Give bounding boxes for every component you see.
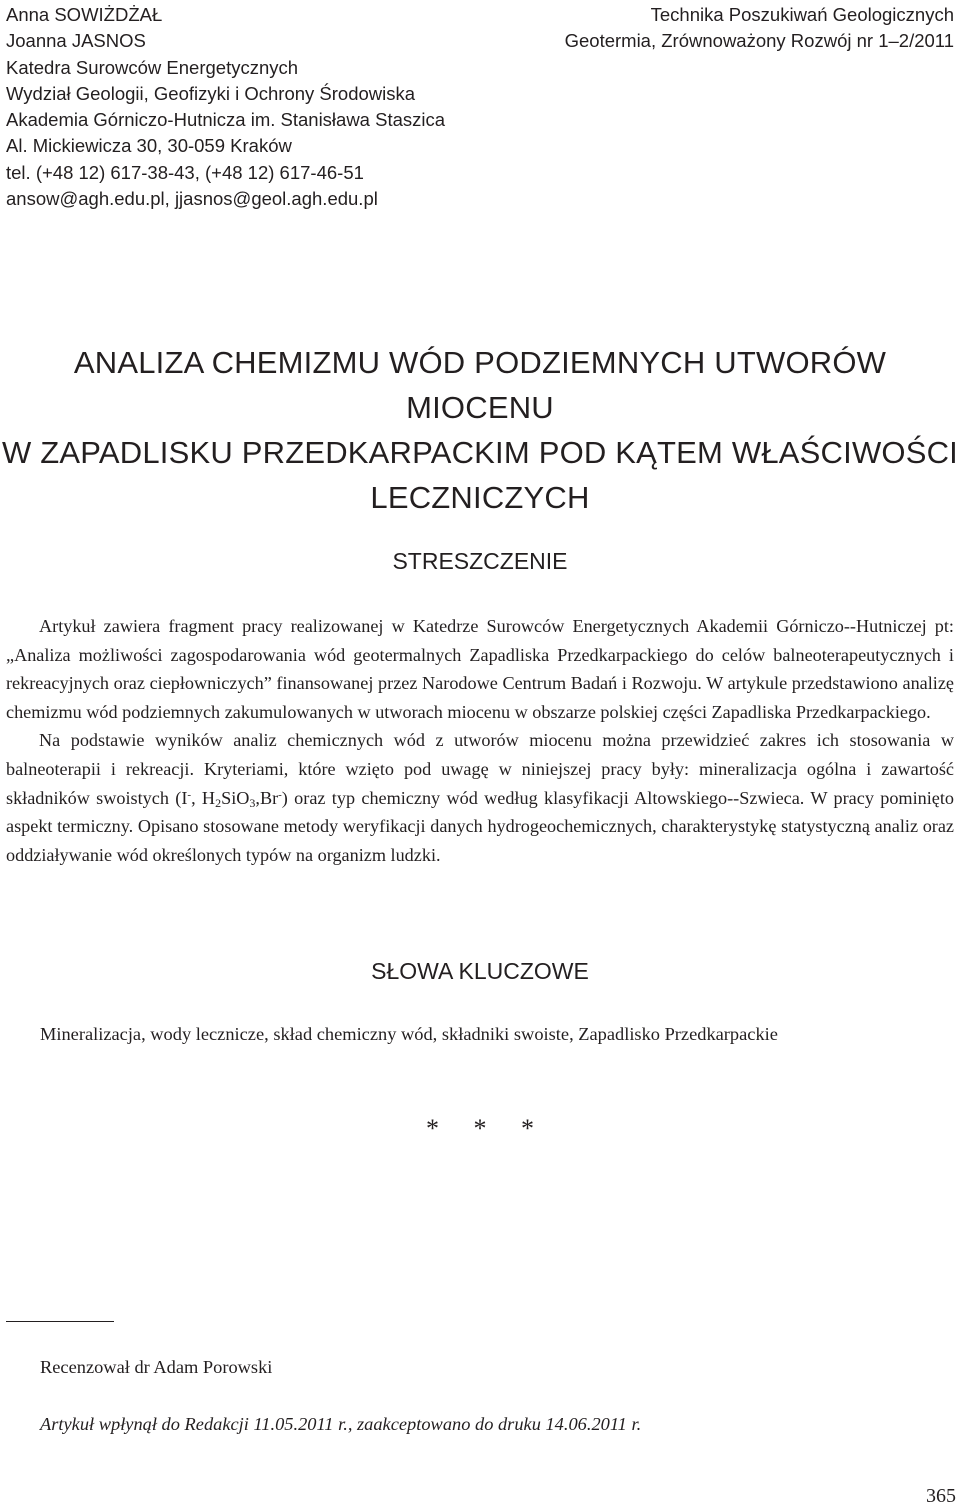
abstract-body bbox=[6, 612, 954, 869]
hydrogen-subscript: 2 bbox=[215, 795, 222, 810]
journal-name: Technika Poszukiwań Geologicznych bbox=[650, 4, 954, 25]
affiliation-line: Katedra Surowców Energetycznych bbox=[6, 56, 299, 78]
title-line: LECZNICZYCH bbox=[370, 480, 590, 515]
keywords-heading: SŁOWA KLUCZOWE bbox=[371, 958, 589, 984]
abstract-text: ) oraz typ chemiczny wód według klasyfikacji Altowskiego--Szwieca. W pracy pominięto aspekt termiczny. Opisano stosowane metody weryfikacji danych hydrogeochemicznych, charakterystykę statystyczną analiz oraz oddziaływanie wód określonych typów na organizm ludzki. bbox=[6, 787, 954, 865]
title-line: ANALIZA CHEMIZMU WÓD PODZIEMNYCH UTWORÓW MIOCENU bbox=[73, 345, 887, 425]
journal-issue: Geotermia, Zrównoważony Rozwój nr 1–2/2011 bbox=[564, 30, 954, 52]
abstract-heading: STRESZCZENIE bbox=[392, 548, 568, 574]
phone-line: tel. (+48 12) 617-38-43, (+48 12) 617-46-51 bbox=[6, 161, 364, 183]
bromide-charge: - bbox=[278, 788, 282, 801]
iodide-ion: I bbox=[181, 787, 188, 808]
abstract-paragraph bbox=[6, 726, 954, 869]
reviewer-note: Recenzował dr Adam Porowski bbox=[40, 1357, 273, 1377]
address-line: Al. Mickiewicza 30, 30-059 Kraków bbox=[6, 135, 292, 157]
page-number: 365 bbox=[926, 1485, 956, 1507]
received-note: Artykuł wpłynął do Redakcji 11.05.2011 r., zaakceptowano do druku 14.06.2011 r. bbox=[40, 1414, 642, 1434]
keywords-text: Mineralizacja, wody lecznicze, skład chemiczny wód, składniki swoiste, Zapadlisko Przedkarpackie bbox=[40, 1024, 778, 1044]
section-separator: * * * bbox=[426, 1114, 548, 1143]
email-line: ansow@agh.edu.pl, jjasnos@geol.agh.edu.pl bbox=[6, 188, 378, 210]
footnote-divider bbox=[6, 1321, 114, 1322]
silicate-formula: SiO bbox=[221, 787, 250, 808]
author-name: Anna SOWIŻDŻAŁ bbox=[6, 4, 163, 25]
affiliation-line: Wydział Geologii, Geofizyki i Ochrony Środowiska bbox=[6, 82, 416, 104]
title-line: W ZAPADLISKU PRZEDKARPACKIM POD KĄTEM WŁAŚCIWOŚCI bbox=[2, 435, 958, 470]
abstract-paragraph: Artykuł zawiera fragment pracy realizowanej w Katedrze Surowców Energetycznych Akademii Górniczo--Hutniczej pt: „Analiza możliwości zagospodarowania wód geotermalnych Zapadliska Przedkarpackiego do celów balneoterapeutycznych i rekreacyjnych oraz ciepłowniczych” finansowanej przez Narodowe Centrum Badań i Rozwoju. W artykule przedstawiono analizę chemizmu wód podziemnych zakumulowanych w utworach miocenu w obszarze polskiej części Zapadliska Przedkarpackiego. bbox=[6, 616, 954, 722]
affiliation-line: Akademia Górniczo-Hutnicza im. Stanisława Staszica bbox=[6, 109, 446, 131]
iodide-charge: - bbox=[187, 788, 192, 801]
formula-separator: , H bbox=[191, 787, 216, 808]
abstract-text: Na podstawie wyników analiz chemicznych wód z utworów miocenu można przewidzieć zakres ich stosowania w balneoterapii i rekreacji. Kryteriami, które wzięto pod uwagę w niniejszej pracy były: mineralizacja ogólna i zawartość składników swoistych ( bbox=[6, 730, 954, 808]
author-name: Joanna JASNOS bbox=[6, 30, 146, 52]
journal-header bbox=[565, 2, 954, 55]
article-title bbox=[0, 340, 960, 520]
bromide-ion: ,Br bbox=[255, 787, 279, 808]
oxygen-subscript: 3 bbox=[249, 795, 256, 810]
author-affiliation-block bbox=[6, 2, 445, 212]
